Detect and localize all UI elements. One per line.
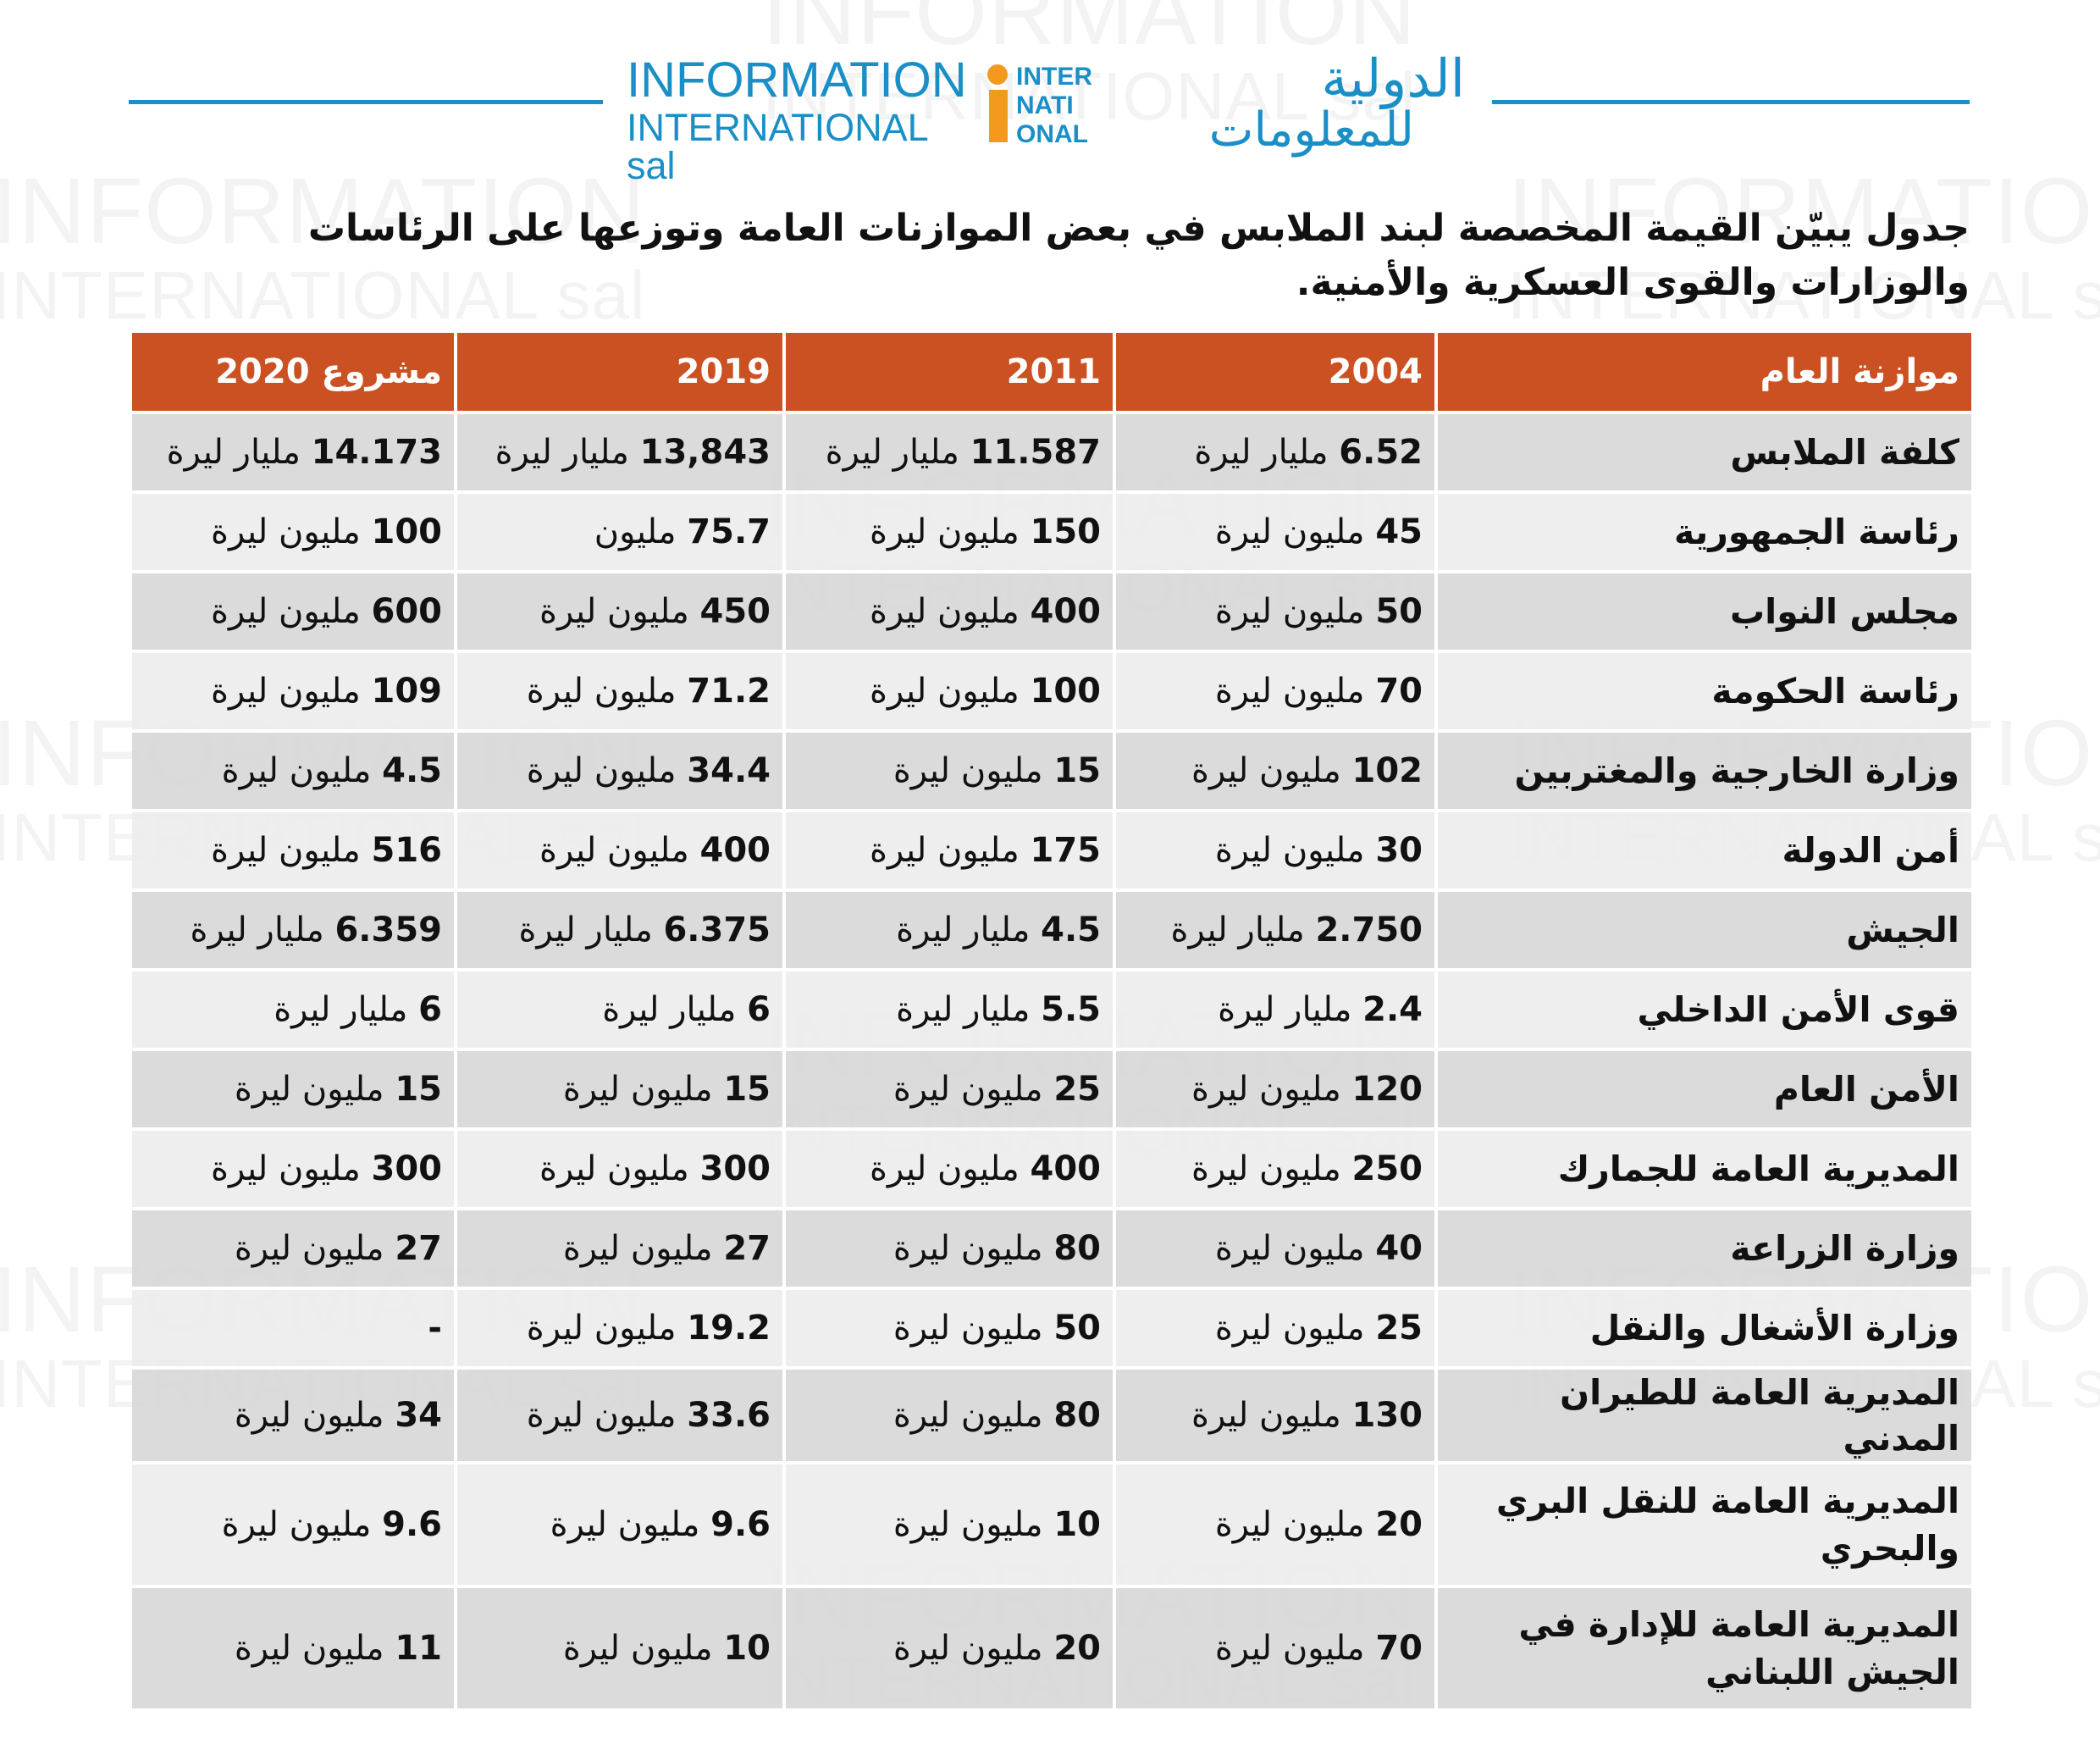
cell-unit: مليون ليرة (234, 1396, 384, 1435)
table-cell (784, 1586, 1114, 1708)
column-header-2011: 2011 (784, 333, 1114, 412)
cell-amount: 20 (1053, 1629, 1101, 1668)
cell-amount: - (428, 1309, 442, 1348)
table-cell (1114, 811, 1436, 890)
row-label: قوى الأمن الداخلي (1436, 970, 1971, 1049)
table-cell (1114, 1586, 1436, 1708)
cell-amount: 27 (395, 1229, 442, 1268)
table-row (132, 1288, 1971, 1368)
cell-unit: مليون ليرة (870, 512, 1020, 551)
row-label: المديرية العامة للإدارة في الجيش اللبناني (1436, 1586, 1971, 1708)
table-cell (1114, 1288, 1436, 1368)
table-cell (784, 970, 1114, 1049)
cell-amount: 600 (371, 592, 442, 631)
cell-unit: مليون ليرة (562, 1229, 713, 1268)
table-cell (132, 811, 456, 890)
table-cell (132, 492, 456, 572)
cell-unit: مليون ليرة (892, 1229, 1043, 1268)
table-cell (456, 651, 784, 731)
logo-mark-line1: INTER (1016, 63, 1092, 91)
cell-amount: 15 (1053, 751, 1101, 790)
cell-amount: 400 (1030, 592, 1101, 631)
table-cell (132, 651, 456, 731)
table-row (132, 1049, 1971, 1129)
cell-amount: 25 (1053, 1070, 1101, 1109)
cell-unit: مليون ليرة (1214, 672, 1365, 711)
cell-amount: 4.5 (1041, 911, 1101, 949)
cell-unit: مليون ليرة (1191, 1070, 1341, 1109)
cell-unit: مليون ليرة (892, 1396, 1043, 1435)
cell-amount: 150 (1030, 512, 1101, 551)
cell-unit: مليون ليرة (234, 1629, 384, 1668)
cell-unit: مليون ليرة (1191, 1149, 1341, 1188)
cell-amount: 34.4 (687, 751, 771, 790)
table-cell (784, 412, 1114, 492)
cell-unit: مليار ليرة (166, 433, 301, 472)
cell-unit: مليون ليرة (526, 1396, 677, 1435)
logo-arabic-text (1109, 47, 1465, 158)
row-label: أمن الدولة (1436, 811, 1971, 890)
table-cell (456, 1209, 784, 1288)
table-cell (1114, 731, 1436, 811)
row-label: المديرية العامة للنقل البري والبحري (1436, 1463, 1971, 1586)
cell-unit: مليون ليرة (234, 1229, 384, 1268)
cell-unit: مليار ليرة (190, 911, 324, 949)
cell-amount: 14.173 (311, 433, 442, 472)
cell-unit: مليون ليرة (1214, 1629, 1365, 1668)
table-cell (456, 1288, 784, 1368)
cell-unit: مليون ليرة (892, 1070, 1043, 1109)
cell-amount: 2.4 (1362, 990, 1423, 1029)
cell-unit: مليون ليرة (526, 1309, 677, 1348)
cell-amount: 75.7 (687, 512, 771, 551)
row-label: كلفة الملابس (1436, 412, 1971, 492)
cell-unit: مليون ليرة (211, 512, 361, 551)
cell-unit: مليون ليرة (892, 1505, 1043, 1544)
cell-unit: مليون ليرة (550, 1505, 700, 1544)
table-cell (1114, 1049, 1436, 1129)
table-cell (132, 1463, 456, 1586)
cell-unit: مليار ليرة (896, 990, 1031, 1029)
cell-amount: 250 (1351, 1149, 1423, 1188)
logo-mark-line2: NATI (1016, 91, 1074, 119)
logo-english-text (627, 53, 967, 187)
table-cell (456, 1586, 784, 1708)
table-cell (784, 572, 1114, 651)
cell-amount: 10 (723, 1629, 771, 1668)
table-cell (784, 1129, 1114, 1209)
cell-unit: مليون ليرة (562, 1070, 713, 1109)
table-row (132, 1209, 1971, 1288)
table-cell (1114, 1209, 1436, 1288)
cell-amount: 10 (1053, 1505, 1101, 1544)
cell-amount: 5.5 (1041, 990, 1101, 1029)
table-cell (784, 651, 1114, 731)
cell-unit: مليون ليرة (211, 672, 361, 711)
cell-unit: مليون ليرة (221, 751, 372, 790)
logo-en-line2: INTERNATIONAL sal (627, 106, 928, 187)
table-cell (784, 811, 1114, 890)
table-cell (456, 731, 784, 811)
table-cell (132, 572, 456, 651)
cell-amount: 45 (1375, 512, 1423, 551)
table-cell (132, 1049, 456, 1129)
cell-amount: 100 (1030, 672, 1101, 711)
cell-unit: مليون ليرة (211, 831, 361, 870)
cell-amount: 33.6 (687, 1396, 771, 1435)
logo-ar-line2: للمعلومات (1208, 102, 1414, 158)
table-row (132, 1129, 1971, 1209)
table-row (132, 492, 1971, 572)
cell-amount: 27 (723, 1229, 771, 1268)
cell-amount: 6 (747, 990, 771, 1029)
table-cell (784, 890, 1114, 970)
cell-amount: 11.587 (970, 433, 1101, 472)
cell-amount: 50 (1053, 1309, 1101, 1348)
logo-en-line1: INFORMATION (627, 53, 967, 108)
row-label: مجلس النواب (1436, 572, 1971, 651)
column-header-2004: 2004 (1114, 333, 1436, 412)
cell-amount: 6.359 (334, 911, 442, 949)
cell-unit: مليون ليرة (211, 1149, 361, 1188)
table-cell (784, 492, 1114, 572)
cell-unit: مليار ليرة (1218, 990, 1352, 1029)
table-body (132, 412, 1971, 1708)
cell-amount: 2.750 (1315, 911, 1423, 949)
cell-unit: مليون ليرة (892, 1629, 1043, 1668)
row-label: وزارة الخارجية والمغتربين (1436, 731, 1971, 811)
header-rule-right (1492, 100, 1970, 104)
cell-amount: 19.2 (687, 1309, 771, 1348)
table-cell (1114, 1463, 1436, 1586)
table-row (132, 1368, 1971, 1463)
table-cell (1114, 1129, 1436, 1209)
cell-unit: مليون ليرة (211, 592, 361, 631)
table-row (132, 1586, 1971, 1708)
logo-mark-line3: ONAL (1016, 120, 1088, 147)
header-rule-left (129, 100, 603, 104)
table-row (132, 572, 1971, 651)
cell-amount: 80 (1053, 1229, 1101, 1268)
cell-amount: 175 (1030, 831, 1101, 870)
row-label: وزارة الزراعة (1436, 1209, 1971, 1288)
table-cell (132, 890, 456, 970)
column-header-budget-year: موازنة العام (1436, 333, 1971, 412)
cell-amount: 6 (418, 990, 442, 1029)
cell-unit: مليار ليرة (495, 433, 629, 472)
table-row (132, 890, 1971, 970)
row-label: وزارة الأشغال والنقل (1436, 1288, 1971, 1368)
table-cell (132, 1586, 456, 1708)
table-cell (132, 970, 456, 1049)
cell-amount: 6.52 (1339, 433, 1423, 472)
table-cell (784, 1049, 1114, 1129)
cell-unit: مليون ليرة (892, 1309, 1043, 1348)
table-cell (132, 1209, 456, 1288)
table-cell (456, 1049, 784, 1129)
cell-amount: 102 (1351, 751, 1423, 790)
table-cell (784, 1463, 1114, 1586)
cell-amount: 100 (371, 512, 442, 551)
logo-i-mark-icon (981, 59, 1099, 147)
cell-unit: مليون ليرة (1214, 512, 1365, 551)
brand-logo (627, 47, 1473, 187)
cell-unit: مليون ليرة (892, 751, 1043, 790)
cell-unit: مليون ليرة (870, 831, 1020, 870)
table-row (132, 811, 1971, 890)
table-cell (456, 492, 784, 572)
cell-amount: 11 (395, 1629, 442, 1668)
cell-amount: 13,843 (639, 433, 771, 472)
cell-amount: 109 (371, 672, 442, 711)
cell-unit: مليون ليرة (870, 672, 1020, 711)
table-cell (784, 1288, 1114, 1368)
column-header-2020-draft: مشروع 2020 (132, 333, 456, 412)
table-row (132, 651, 1971, 731)
cell-unit: مليون ليرة (1214, 1229, 1365, 1268)
cell-amount: 80 (1053, 1396, 1101, 1435)
cell-amount: 450 (699, 592, 771, 631)
row-label: رئاسة الحكومة (1436, 651, 1971, 731)
cell-amount: 70 (1375, 1629, 1423, 1668)
table-cell (456, 572, 784, 651)
cell-unit: مليون ليرة (221, 1505, 372, 1544)
cell-unit: مليون ليرة (1214, 831, 1365, 870)
cell-amount: 9.6 (382, 1505, 442, 1544)
page-title: جدول يبيّن القيمة المخصصة لبند الملابس في بعض الموازنات العامة وتوزعها على الرئاسات والوزارات والقوى العسكرية والأمنية. (307, 207, 1970, 304)
table-cell (132, 1129, 456, 1209)
cell-unit: مليون ليرة (526, 672, 677, 711)
cell-unit: مليون ليرة (1191, 1396, 1341, 1435)
table-cell (456, 1368, 784, 1463)
table-cell (456, 1463, 784, 1586)
cell-amount: 34 (395, 1396, 442, 1435)
table-cell (784, 1368, 1114, 1463)
cell-unit: مليون (594, 512, 677, 551)
table-cell (1114, 572, 1436, 651)
table-cell (784, 731, 1114, 811)
row-label: رئاسة الجمهورية (1436, 492, 1971, 572)
cell-unit: مليار ليرة (518, 911, 653, 949)
table-row (132, 412, 1971, 492)
table-row (132, 1463, 1971, 1586)
cell-unit: مليون ليرة (539, 1149, 689, 1188)
cell-amount: 25 (1375, 1309, 1423, 1348)
table-row (132, 970, 1971, 1049)
cell-unit: مليون ليرة (1214, 592, 1365, 631)
cell-unit: مليون ليرة (870, 1149, 1020, 1188)
cell-unit: مليون ليرة (1191, 751, 1341, 790)
clothing-budget-table (132, 333, 1971, 1708)
cell-unit: مليار ليرة (1194, 433, 1329, 472)
cell-unit: مليون ليرة (539, 592, 689, 631)
table-cell (456, 811, 784, 890)
table-cell (132, 1288, 456, 1368)
cell-amount: 400 (1030, 1149, 1101, 1188)
cell-amount: 120 (1351, 1070, 1423, 1109)
cell-amount: 400 (699, 831, 771, 870)
row-label: الأمن العام (1436, 1049, 1971, 1129)
table-cell (132, 1368, 456, 1463)
table-cell (132, 412, 456, 492)
cell-unit: مليون ليرة (1214, 1505, 1365, 1544)
table-cell (1114, 1368, 1436, 1463)
cell-unit: مليار ليرة (896, 911, 1031, 949)
cell-unit: مليار ليرة (602, 990, 737, 1029)
cell-unit: مليار ليرة (825, 433, 959, 472)
table-cell (132, 731, 456, 811)
cell-amount: 9.6 (710, 1505, 771, 1544)
cell-amount: 20 (1375, 1505, 1423, 1544)
table-cell (1114, 651, 1436, 731)
cell-unit: مليون ليرة (526, 751, 677, 790)
logo-ar-line1: الدولية (1321, 47, 1465, 109)
table-cell (1114, 970, 1436, 1049)
cell-amount: 15 (395, 1070, 442, 1109)
cell-unit: مليون ليرة (1214, 1309, 1365, 1348)
table-cell (1114, 412, 1436, 492)
cell-unit: مليار ليرة (274, 990, 408, 1029)
cell-amount: 30 (1375, 831, 1423, 870)
table-cell (1114, 890, 1436, 970)
table-cell (456, 1129, 784, 1209)
cell-amount: 130 (1351, 1396, 1423, 1435)
cell-amount: 300 (699, 1149, 771, 1188)
column-header-2019: 2019 (456, 333, 784, 412)
cell-unit: مليون ليرة (234, 1070, 384, 1109)
row-label: المديرية العامة للطيران المدني (1436, 1368, 1971, 1463)
table-cell (456, 970, 784, 1049)
cell-amount: 40 (1375, 1229, 1423, 1268)
table-cell (456, 412, 784, 492)
cell-unit: مليار ليرة (1170, 911, 1305, 949)
cell-amount: 70 (1375, 672, 1423, 711)
table-row (132, 731, 1971, 811)
table-cell (456, 890, 784, 970)
cell-amount: 6.375 (663, 911, 771, 949)
cell-unit: مليون ليرة (539, 831, 689, 870)
cell-unit: مليون ليرة (870, 592, 1020, 631)
cell-amount: 300 (371, 1149, 442, 1188)
table-cell (784, 1209, 1114, 1288)
table-header-row (132, 333, 1971, 412)
cell-amount: 50 (1375, 592, 1423, 631)
row-label: المديرية العامة للجمارك (1436, 1129, 1971, 1209)
row-label: الجيش (1436, 890, 1971, 970)
cell-amount: 71.2 (687, 672, 771, 711)
cell-amount: 15 (723, 1070, 771, 1109)
cell-unit: مليون ليرة (562, 1629, 713, 1668)
table-cell (1114, 492, 1436, 572)
cell-amount: 4.5 (382, 751, 442, 790)
cell-amount: 516 (371, 831, 442, 870)
